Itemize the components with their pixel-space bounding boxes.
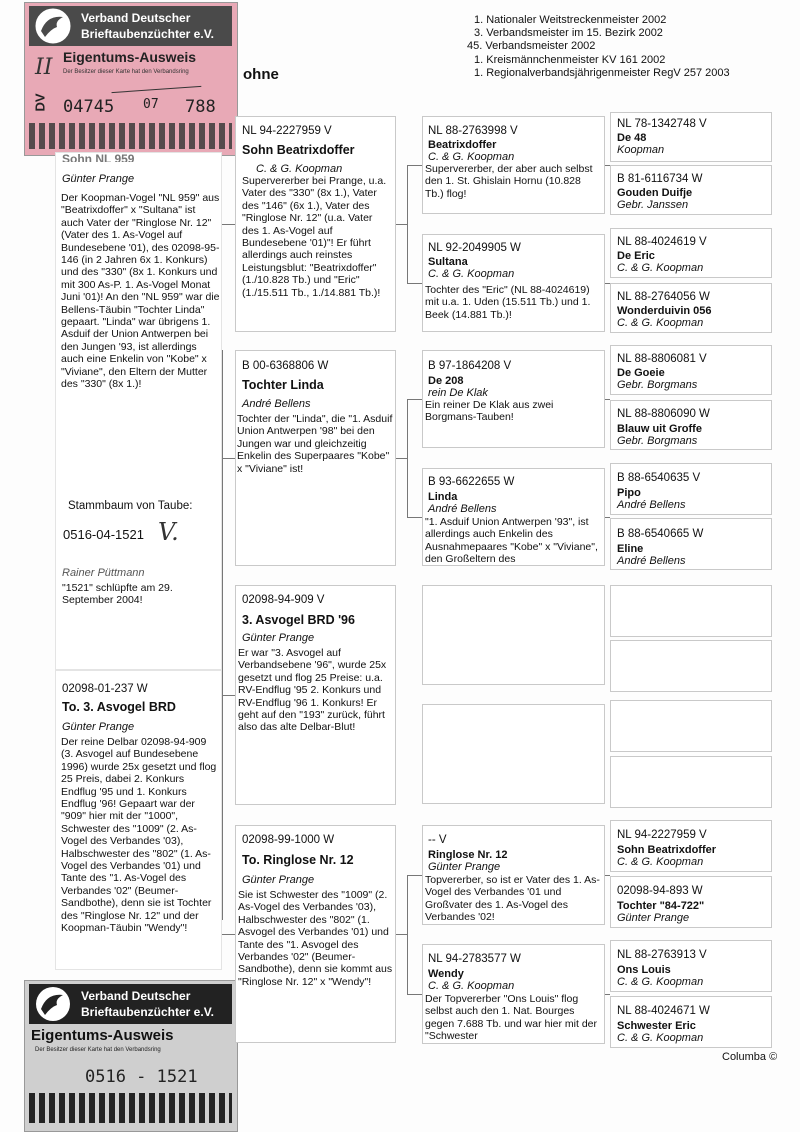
ownership-stamp-bottom — [24, 980, 238, 1132]
g1-3-description: Er war "3. Asvogel auf Verbandsebene '96", wurde 25x gesetzt und flog 25 Preise: u.a. RV-Endflug '95 2. Konkurs und RV-Endflug '96 1. Konkurs! Er geht auf den "193" zurück, führt also das alte Delbar-Blut! — [238, 647, 387, 734]
stamp-bottom-org-line1: Verband Deutscher — [81, 989, 191, 1003]
g3-1-name: De 48 — [617, 132, 647, 144]
g2-7-name: Ringlose Nr. 12 — [428, 849, 508, 861]
connector — [396, 224, 407, 225]
g2-2-name: Sultana — [428, 256, 468, 268]
g3-6-breeder: Gebr. Borgmans — [617, 435, 698, 447]
stamp-bottom-small: Der Besitzer dieser Karte hat den Verbandsring — [35, 1047, 161, 1053]
mother-description: Der reine Delbar 02098-94-909 (3. Asvogel auf Bundesebene 1996) wurde 25x gesetzt und flog 25 Preis, dabei 2. Konkurs Endflug '95 und 1. Konkurs Endflug '96! Gepaart war der "909" hier mit der "1000", Schwester des "1009" (2. As-Vogel des Verbandes '03), Halbschwester des "802" (1. As-Vogel des Verbandes '01) und Tante des "1. As-Vogel des Verbandes '02" (Beumer-Sandbothe), denn sie ist Tochter des "Ringlose Nr. 12" und der Koopman-Täubin "Wendy"! — [61, 736, 217, 935]
g1-1-breeder: C. & G. Koopman — [256, 163, 343, 175]
g2-3-name: De 208 — [428, 375, 464, 387]
stamp-small-text: Der Besitzer dieser Karte hat den Verbandsring — [63, 69, 189, 75]
g3-15-name: Ons Louis — [617, 964, 671, 976]
stammbaum-check: V. — [158, 518, 179, 546]
g3-5-ring: NL 88-8806081 V — [617, 353, 707, 365]
connector — [605, 283, 610, 284]
connector — [222, 695, 235, 696]
g3-7-ring: B 88-6540635 V — [617, 472, 701, 484]
g3-4-breeder: C. & G. Koopman — [617, 317, 704, 329]
g1-2-ring: B 00-6368806 W — [242, 360, 329, 372]
g2-box-6 — [422, 704, 605, 804]
g2-1-ring: NL 88-2763998 V — [428, 125, 518, 137]
g3-8-ring: B 88-6540665 W — [617, 528, 704, 540]
mother-ring: 02098-01-237 W — [62, 683, 148, 695]
g1-4-breeder: Günter Prange — [242, 874, 315, 886]
g1-3-ring: 02098-94-909 V — [242, 594, 325, 606]
page-heading-fragment: ohne — [243, 66, 279, 83]
g2-7-ring: -- V — [428, 834, 447, 846]
connector — [605, 517, 610, 518]
g3-6-ring: NL 88-8806090 W — [617, 408, 710, 420]
subject-hatch-note: "1521" schlüpfte am 29. September 2004! — [62, 582, 173, 607]
g2-8-name: Wendy — [428, 968, 464, 980]
connector — [407, 165, 408, 283]
dove-logo-icon — [33, 985, 73, 1023]
g3-1-ring: NL 78-1342748 V — [617, 118, 707, 130]
stammbaum-label: Stammbaum von Taube: — [68, 500, 193, 512]
stamp-pattern — [29, 123, 232, 149]
connector — [396, 934, 407, 935]
mother-name: To. 3. Asvogel BRD — [62, 700, 176, 714]
subject-description: Der Koopman-Vogel "NL 959" aus "Beatrixdoffer" x "Sultana" ist auch Vater der "Ringlose Nr. 12" (Vater des 1. As-Vogel auf Bundesebene '01), des 02098-95-146 (in 2 Jahren 6x 1. Konkurs) und des "330" (8x 1. Konkurs und mit 300 As-P. 1. As-Vogel Monat Juni '01)! An den "NL 959" war die Bellens-Täubin "Tochter Linda" gepaart. "Linda" war übrigens 1. Asduif der Union Antwerpen bei den Jungen '93, ist allerdings auch eine Enkelin von "Kobe" x "Viviane", den Eltern der Mutter des "330" (8x 1.)! — [61, 192, 220, 391]
connector — [407, 994, 422, 995]
g2-4-breeder: André Bellens — [428, 503, 497, 515]
dove-logo-icon — [33, 7, 73, 45]
connector — [222, 458, 235, 459]
g1-4-ring: 02098-99-1000 W — [242, 834, 335, 846]
g1-2-name: Tochter Linda — [242, 378, 324, 392]
connector — [396, 458, 407, 459]
achievement-2: 3. Verbandsmeister im 15. Bezirk 2002 — [474, 27, 663, 40]
g1-1-name: Sohn Beatrixdoffer — [242, 143, 355, 157]
mother-breeder: Günter Prange — [62, 721, 135, 733]
connector — [605, 165, 610, 166]
g3-14-ring: 02098-94-893 W — [617, 885, 703, 897]
stamp-bottom-header — [29, 984, 232, 1024]
g3-4-ring: NL 88-2764056 W — [617, 291, 710, 303]
g3-box-11 — [610, 700, 772, 752]
connector — [407, 165, 422, 166]
achievement-5: 1. Regionalverbandsjährigenmeister RegV 257 2003 — [474, 66, 730, 79]
subject-name: Sohn NL 959 — [62, 152, 135, 162]
g2-4-name: Linda — [428, 491, 458, 503]
stamp-roman: II — [35, 55, 53, 80]
g2-box-5 — [422, 585, 605, 685]
stamp-bottom-org-line2: Brieftaubenzüchter e.V. — [81, 1005, 214, 1019]
g3-8-breeder: André Bellens — [617, 555, 686, 567]
connector — [407, 399, 422, 400]
g1-3-name: 3. Asvogel BRD '96 — [242, 613, 355, 627]
g2-2-ring: NL 92-2049905 W — [428, 242, 521, 254]
g3-4-name: Wonderduivin 056 — [617, 305, 712, 317]
subject-owner: Rainer Püttmann — [62, 567, 145, 579]
g2-3-breeder: rein De Klak — [428, 387, 488, 399]
subject-breeder: Günter Prange — [62, 173, 135, 185]
g3-16-name: Schwester Eric — [617, 1020, 696, 1032]
stamp-org-line1: Verband Deutscher — [81, 11, 191, 25]
g3-2-name: Gouden Duifje — [617, 187, 693, 199]
g1-2-description: Tochter der "Linda", die "1. Asduif Union Antwerpen '98" bei den Jungen war und gleichzeitig Enkelin des Superpaares "Kobe" x "Viviane" ist! — [237, 413, 393, 475]
g1-3-breeder: Günter Prange — [242, 632, 315, 644]
g2-8-description: Der Topvererber "Ons Louis" flog selbst auch den 1. Nat. Bourges gegen 7.688 Tb. und war hier mit der "Schwester — [425, 993, 597, 1041]
stammbaum-ring: 0516-04-1521 — [63, 527, 144, 542]
g2-8-ring: NL 94-2783577 W — [428, 953, 521, 965]
achievements-list — [440, 14, 760, 80]
stamp-signature — [111, 74, 202, 93]
g3-13-ring: NL 94-2227959 V — [617, 829, 707, 841]
connector — [407, 875, 408, 994]
g3-box-10 — [610, 640, 772, 692]
g3-16-breeder: C. & G. Koopman — [617, 1032, 704, 1044]
g2-1-name: Beatrixdoffer — [428, 139, 497, 151]
g3-3-breeder: C. & G. Koopman — [617, 262, 704, 274]
g3-8-name: Eline — [617, 543, 644, 555]
stamp-title: Eigentums-Ausweis — [63, 49, 197, 65]
stamp-year: 07 — [143, 97, 159, 112]
connector — [407, 875, 422, 876]
connector — [605, 994, 610, 995]
g1-1-description: Supervererber bei Prange, u.a. Vater des "330" (8x 1.), Vater des "146" (6x 1.), Vater des "Ringlose Nr. 12" (u.a. Vater des 1. As-Vogel auf Bundesebene '01)"! Er führt allerdings auch reinstes Leistungsblut: "Beatrixdoffer" (1./10.828 Tb.) und "Eric" (1./15.511 Tb., 1./14.881 Tb.)! — [242, 175, 387, 299]
g2-2-description: Tochter des "Eric" (NL 88-4024619) mit u.a. 1. Uden (15.511 Tb.) und 1. Beek (14.881 Tb.)! — [425, 284, 591, 321]
g2-3-description: Ein reiner De Klak aus zwei Borgmans-Tauben! — [425, 399, 554, 424]
stamp-number: 04745 — [63, 97, 115, 117]
g3-3-name: De Eric — [617, 250, 655, 262]
g3-5-breeder: Gebr. Borgmans — [617, 379, 698, 391]
connector — [222, 224, 235, 225]
g3-box-9 — [610, 585, 772, 637]
g3-5-name: De Goeie — [617, 367, 665, 379]
g2-8-breeder: C. & G. Koopman — [428, 980, 515, 992]
g2-3-ring: B 97-1864208 V — [428, 360, 512, 372]
g3-16-ring: NL 88-4024671 W — [617, 1005, 710, 1017]
g3-13-name: Sohn Beatrixdoffer — [617, 844, 717, 856]
g3-box-12 — [610, 756, 772, 808]
g1-4-name: To. Ringlose Nr. 12 — [242, 853, 354, 867]
connector — [222, 350, 223, 920]
footer-brand: Columba © — [722, 1051, 778, 1063]
g2-1-description: Supervererber, der aber auch selbst den 1. St. Ghislain Hornu (10.828 Tb.) flog! — [425, 163, 593, 200]
stamp-org-line2: Brieftaubenzüchter e.V. — [81, 27, 214, 41]
g1-1-ring: NL 94-2227959 V — [242, 125, 332, 137]
connector — [605, 399, 610, 400]
stamp-dv: DV — [32, 93, 48, 112]
g3-15-ring: NL 88-2763913 V — [617, 949, 707, 961]
g3-13-breeder: C. & G. Koopman — [617, 856, 704, 868]
g3-1-breeder: Koopman — [617, 144, 665, 156]
connector — [407, 399, 408, 517]
stamp-bottom-title: Eigentums-Ausweis — [31, 1027, 174, 1044]
g2-4-ring: B 93-6622655 W — [428, 476, 515, 488]
connector — [407, 283, 422, 284]
g2-7-breeder: Günter Prange — [428, 861, 501, 873]
connector — [605, 875, 610, 876]
stamp-bottom-number: 0516 - 1521 — [85, 1067, 198, 1087]
g3-6-name: Blauw uit Groffe — [617, 423, 702, 435]
g1-4-description: Sie ist Schwester des "1009" (2. As-Vogel des Verbandes '03), Halbschwester des "802" (1. Asvogel des Verbandes '01) und Tante des "1. Asvogel des Verbandes '02" (Beumer-Sandbothe), denn sie kommt aus "Ringlose Nr. 12" x "Wendy"! — [238, 889, 393, 988]
g2-7-description: Topvererber, so ist er Vater des 1. As-Vogel des Verbandes '01 und Großvater des 1. As-Vogel des Verbandes '02! — [425, 874, 600, 924]
stamp-bottom-pattern — [29, 1093, 232, 1123]
g3-2-breeder: Gebr. Janssen — [617, 199, 689, 211]
g3-7-breeder: André Bellens — [617, 499, 686, 511]
g3-14-name: Tochter "84-722" — [617, 900, 705, 912]
g1-2-breeder: André Bellens — [242, 398, 311, 410]
connector — [407, 517, 422, 518]
ownership-stamp-top — [24, 2, 238, 156]
g2-1-breeder: C. & G. Koopman — [428, 151, 515, 163]
g3-14-breeder: Günter Prange — [617, 912, 690, 924]
stamp-number-2: 788 — [185, 97, 216, 117]
g3-7-name: Pipo — [617, 487, 641, 499]
achievement-1: 1. Nationaler Weitstreckenmeister 2002 — [474, 14, 667, 26]
stamp-header — [29, 6, 232, 46]
achievement-3: 45. Verbandsmeister 2002 — [467, 40, 596, 53]
connector — [222, 934, 235, 935]
g2-4-description: "1. Asduif Union Antwerpen '93", ist allerdings auch Enkelin des Ausnahmepaares "Kobe" x "Viviane", den Großeltern des — [425, 516, 598, 566]
g3-2-ring: B 81-6116734 W — [617, 173, 703, 185]
g3-15-breeder: C. & G. Koopman — [617, 976, 704, 988]
g2-2-breeder: C. & G. Koopman — [428, 268, 515, 280]
achievement-4: 1. Kreismännchenmeister KV 161 2002 — [474, 53, 666, 66]
g3-3-ring: NL 88-4024619 V — [617, 236, 707, 248]
